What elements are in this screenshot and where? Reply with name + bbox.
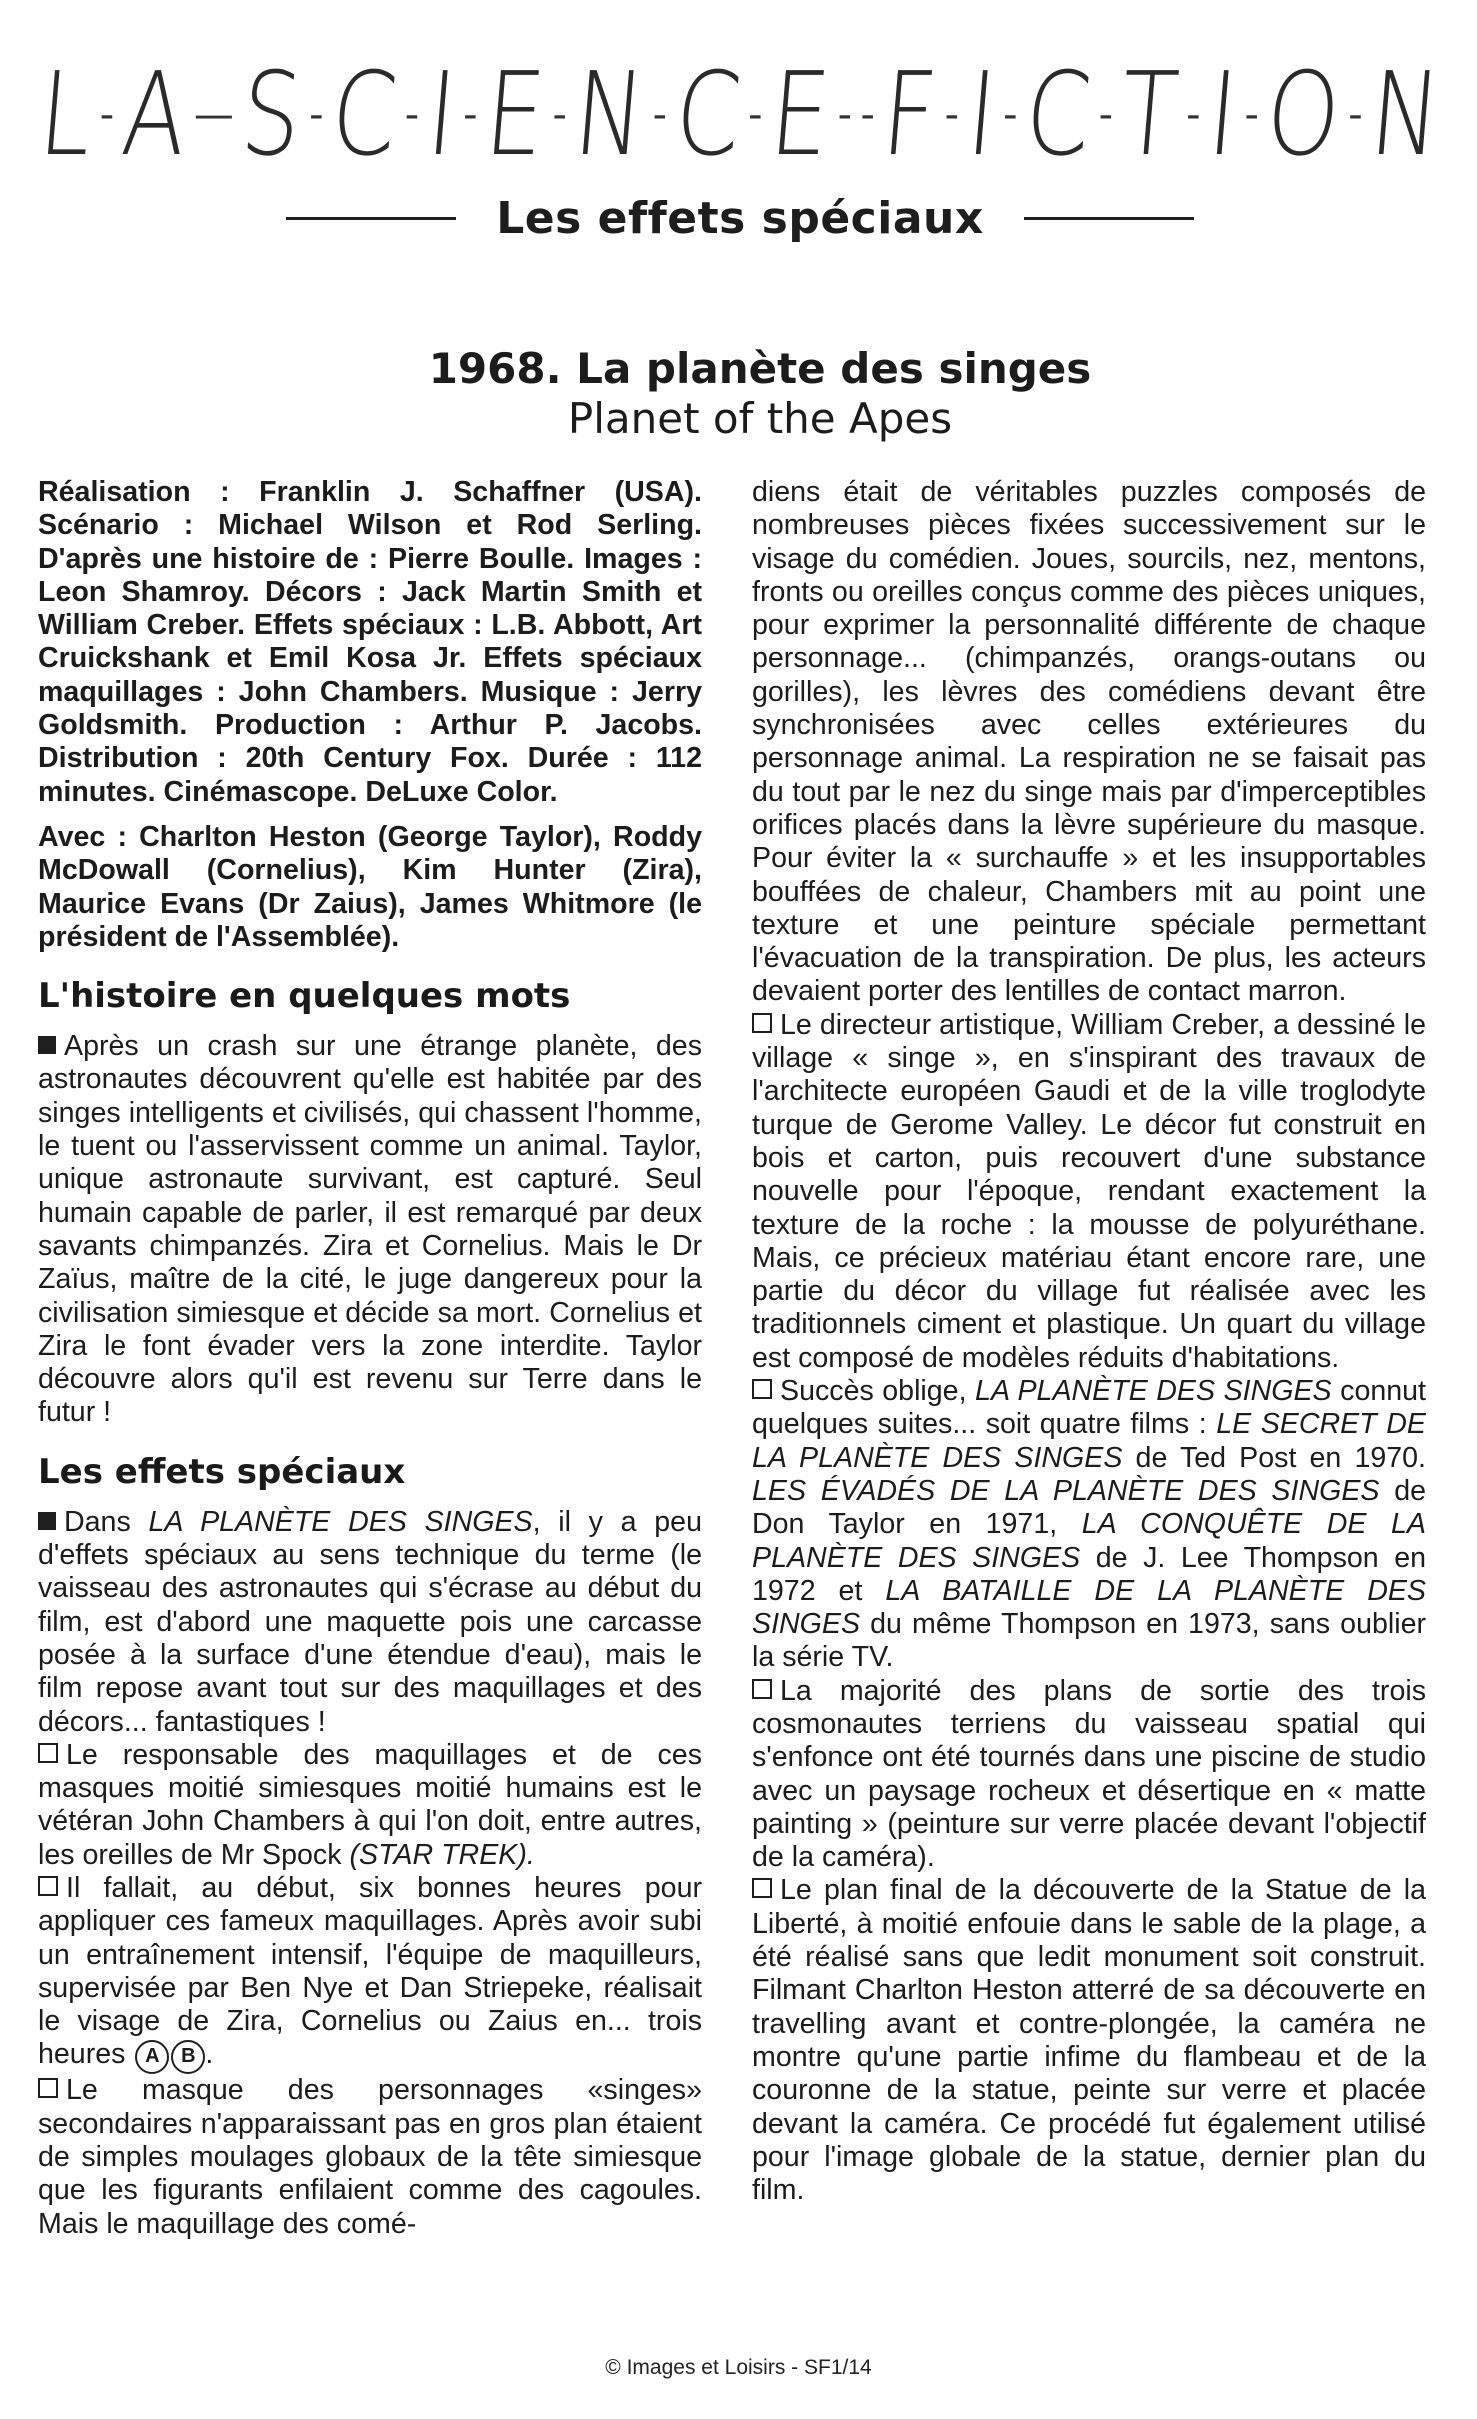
title-letter: I xyxy=(1203,47,1242,182)
effects-paragraph-1 xyxy=(38,1506,702,1739)
film-title-italic: LA CONQUÊTE DE LA PLANÈTE DES SINGES xyxy=(752,1508,1426,1574)
title-separator: - xyxy=(99,92,115,138)
film-year-title: 1968. La planète des singes xyxy=(428,344,1092,393)
circled-a-icon: A xyxy=(135,2040,169,2074)
series-title xyxy=(34,47,1446,182)
title-separator: - xyxy=(652,92,668,138)
title-letter: A xyxy=(116,47,192,182)
title-letter: S xyxy=(236,47,307,182)
right-paragraph-3 xyxy=(752,1375,1426,1675)
story-heading: L'histoire en quelques mots xyxy=(38,976,571,1017)
film-title-italic: LE SECRET DE LA PLANÈTE DES SINGES xyxy=(752,1408,1426,1474)
effects-text: , il y a peu d'effets spéciaux au sens technique du terme (le vaisseau des astronautes qui s'écrase au début du film, est d'abord une maquette pois une carcasse posée à la surface d'une étendue d'eau), mais le film repose avant tout sur des maquillages et des décors... fantastiques ! xyxy=(38,1505,702,1738)
film-title-italic: LA BATAILLE DE LA PLANÈTE DES SINGES xyxy=(752,1574,1426,1641)
story-text: Après un crash sur une étrange planète, des astronautes découvrent qu'elle est habitée par des singes intelligents et civilisés, qui chassent l'homme, le tuent ou l'asservissent comme un animal. Taylor, unique astronaute survivant, est capturé. Seul humain capable de parler, il est remarqué par deux savants chimpanzés. Zira et Cornelius. Mais le Dr Zaïus, maître de la cité, le juge dangereux pour la civilisation simiesque et décide sa mort. Cornelius et Zira le font évader vers la zone interdite. Taylor découvre alors qu'il est revenu sur Terre dans le futur ! xyxy=(38,1030,702,1429)
title-separator: - xyxy=(404,92,420,138)
title-letter: C xyxy=(326,47,402,182)
footer-copyright: © Images et Loisirs - SF1/14 xyxy=(605,2356,872,2379)
title-letter: I xyxy=(961,47,1001,182)
title-separator: - xyxy=(944,92,960,138)
title-separator: - xyxy=(1348,92,1363,138)
title-letter: C xyxy=(1020,47,1096,182)
left-column xyxy=(38,476,702,2241)
right-paragraph-2 xyxy=(752,1009,1426,1375)
title-letter: F xyxy=(877,47,942,182)
title-letter: T xyxy=(1115,47,1184,182)
title-letter: I xyxy=(421,47,461,182)
effects-text: Le responsable des maquillages et de ces masques moitié simiesques moitié humains est le vétéran John Chambers à qui l'on doit, entre autres, les oreilles de Mr Spock xyxy=(38,1738,702,1871)
open-square-bullet-icon xyxy=(752,1379,772,1399)
right-text: Le directeur artistique, William Creber, a dessiné le village « singe », en s'inspirant des travaux de l'architecte européen Gaudi et de la ville troglodyte turque de Gerome Valley. Le décor fut construit en bois et carton, puis recouvert d'une substance nouvelle pour l'époque, rendant exactement la texture de la roche : la mousse de polyuréthane. Mais, ce précieux matériau étant encore rare, une partie du décor du village fut réalisée avec les traditionnels ciment et plastique. Un quart du village est composé de modèles réduits d'habitations. xyxy=(752,1008,1426,1374)
right-text: de Ted Post en 1970. xyxy=(1122,1441,1427,1474)
subtitle-row xyxy=(260,188,1220,248)
subtitle-rule-left xyxy=(286,217,456,220)
filled-square-bullet-icon xyxy=(38,1512,56,1530)
title-letter: E xyxy=(480,47,550,182)
title-letter: L xyxy=(34,47,97,182)
circled-b-icon: B xyxy=(171,2040,205,2074)
effects-paragraph-4 xyxy=(38,2074,702,2240)
right-text: connut quelques suites... soit quatre films : xyxy=(752,1375,1426,1441)
title-separator: - xyxy=(860,92,875,138)
right-text: de Don Taylor en 1971, xyxy=(752,1474,1426,1541)
filled-square-bullet-icon xyxy=(38,1036,56,1054)
film-original-title: Planet of the Apes xyxy=(567,394,953,443)
title-letter: E xyxy=(765,47,835,182)
open-square-bullet-icon xyxy=(38,2078,58,2098)
right-text: Succès oblige, xyxy=(780,1375,976,1408)
open-square-bullet-icon xyxy=(38,1743,58,1763)
title-separator: - xyxy=(552,92,567,138)
right-column xyxy=(752,476,1426,2207)
film-title-italic: LA PLANÈTE DES SINGES xyxy=(975,1375,1332,1408)
right-text: de J. Lee Thompson en 1972 et xyxy=(752,1541,1427,1607)
right-paragraph-5 xyxy=(752,1874,1426,2207)
open-square-bullet-icon xyxy=(752,1013,772,1033)
open-square-bullet-icon xyxy=(38,1876,58,1896)
effects-heading: Les effets spéciaux xyxy=(38,1451,406,1492)
right-text: La majorité des plans de sortie des trois cosmonautes terriens du vaisseau spatial qui s'enfonce ont été tournés dans une piscine de studio avec un paysage rocheux et désertique en « matte painting » (peinture sur verre placée devant l'objectif de la caméra). xyxy=(752,1674,1426,1874)
title-letter: N xyxy=(1365,47,1446,182)
title-separator: - xyxy=(1098,92,1114,138)
open-square-bullet-icon xyxy=(752,1878,772,1898)
subtitle-rule-right xyxy=(1024,217,1194,220)
effects-text: Le masque des personnages «singes» secondaires n'apparaissant pas en gros plan étaient de simples moulages globaux de la tête simiesque que les figurants enfilaient comme des cagoules. Mais le maquillage des comé- xyxy=(38,2074,702,2240)
right-paragraph-1: diens était de véritables puzzles composés de nombreuses pièces fixées successivement sur le visage du comédien. Joues, sourcils, nez, mentons, fronts ou oreilles conçus comme des pièces uniques, pour exprimer la personnalité différente de chaque personnage... (chimpanzés, orangs-outans ou gorilles), les lèvres des comédiens devant être synchronisées avec celles extérieures du personnage animal. La respiration ne se faisait pas du tout par le nez du singe mais par d'imperceptibles orifices placés dans la lèvre supérieure du masque. Pour éviter la « surchauffe » et les insupportables bouffées de chaleur, Chambers mit au point une texture et une peinture spéciale permettant l'évacuation de la transpiration. De plus, les acteurs devaient porter des lentilles de contact marron. xyxy=(752,476,1426,1008)
open-square-bullet-icon xyxy=(752,1679,772,1699)
title-separator: - xyxy=(1186,92,1201,138)
title-separator: - xyxy=(837,92,853,138)
film-title-italic: LA PLANÈTE DES SINGES xyxy=(148,1505,533,1538)
title-separator: - xyxy=(1003,92,1018,138)
film-cast: Avec : Charlton Heston (George Taylor), Roddy McDowall (Cornelius), Kim Hunter (Zira), Maurice Evans (Dr Zaius), James Whitmore (le président de l'Assemblée). xyxy=(38,820,702,953)
title-separator: - xyxy=(1244,92,1259,138)
title-separator: - xyxy=(309,92,324,138)
title-letter: C xyxy=(669,47,746,182)
title-separator: - xyxy=(463,92,478,138)
title-separator: - xyxy=(748,92,763,138)
effects-text: Il fallait, au début, six bonnes heures pour appliquer ces fameux maquillages. Après avoir subi un entraînement intensif, l'équipe de maquilleurs, supervisée par Ben Nye et Dan Striepeke, réalisait le visage de Zira, Cornelius ou Zaius en... trois heures xyxy=(38,1871,702,2071)
effects-paragraph-3: Il fallait, au début, six bonnes heures pour appliquer ces fameux maquillages. Après avoir subi un entraînement intensif, l'équipe de maquilleurs, supervisée par Ben Nye et Dan Striepeke, réalisait le visage de Zira, Cornelius ou Zaius en... trois heures A B . xyxy=(38,1872,702,2074)
film-title-italic: LES ÉVADÉS DE LA PLANÈTE DES SINGES xyxy=(752,1474,1380,1507)
film-header xyxy=(0,344,1477,444)
title-separator: — xyxy=(193,92,234,138)
effects-paragraph-2 xyxy=(38,1739,702,1872)
film-credits: Réalisation : Franklin J. Schaffner (USA). Scénario : Michael Wilson et Rod Serling. D'après une histoire de : Pierre Boulle. Images : Leon Shamroy. Décors : Jack Martin Smith et William Creber. Effets spéciaux : L.B. Abbott, Art Cruickshank et Emil Kosa Jr. Effets spéciaux maquillages : John Chambers. Musique : Jerry Goldsmith. Production : Arthur P. Jacobs. Distribution : 20th Century Fox. Durée : 112 minutes. Cinémascope. DeLuxe Color. xyxy=(38,476,702,808)
right-text: Le plan final de la découverte de la Statue de la Liberté, à moitié enfouie dans le sable de la plage, a été réalisé sans que ledit monument soit construit. Filmant Charlton Heston atterré de sa découverte en travelling avant et contre-plongée, la caméra ne montre qu'une partie infime du flambeau et de la couronne de la statue, peinte sur verre et placée devant la caméra. Ce procédé fut également utilisé pour l'image globale de la statue, dernier plan du film. xyxy=(752,1874,1426,2207)
effects-text: Dans xyxy=(64,1505,149,1538)
title-letter: N xyxy=(569,47,650,182)
right-text: du même Thompson en 1973, sans oublier la série TV. xyxy=(752,1608,1426,1674)
star-trek-italic: (STAR TREK). xyxy=(349,1838,535,1871)
right-paragraph-4 xyxy=(752,1675,1426,1875)
story-paragraph xyxy=(38,1030,702,1430)
title-letter: O xyxy=(1261,47,1346,182)
subtitle: Les effets spéciaux xyxy=(496,192,984,244)
